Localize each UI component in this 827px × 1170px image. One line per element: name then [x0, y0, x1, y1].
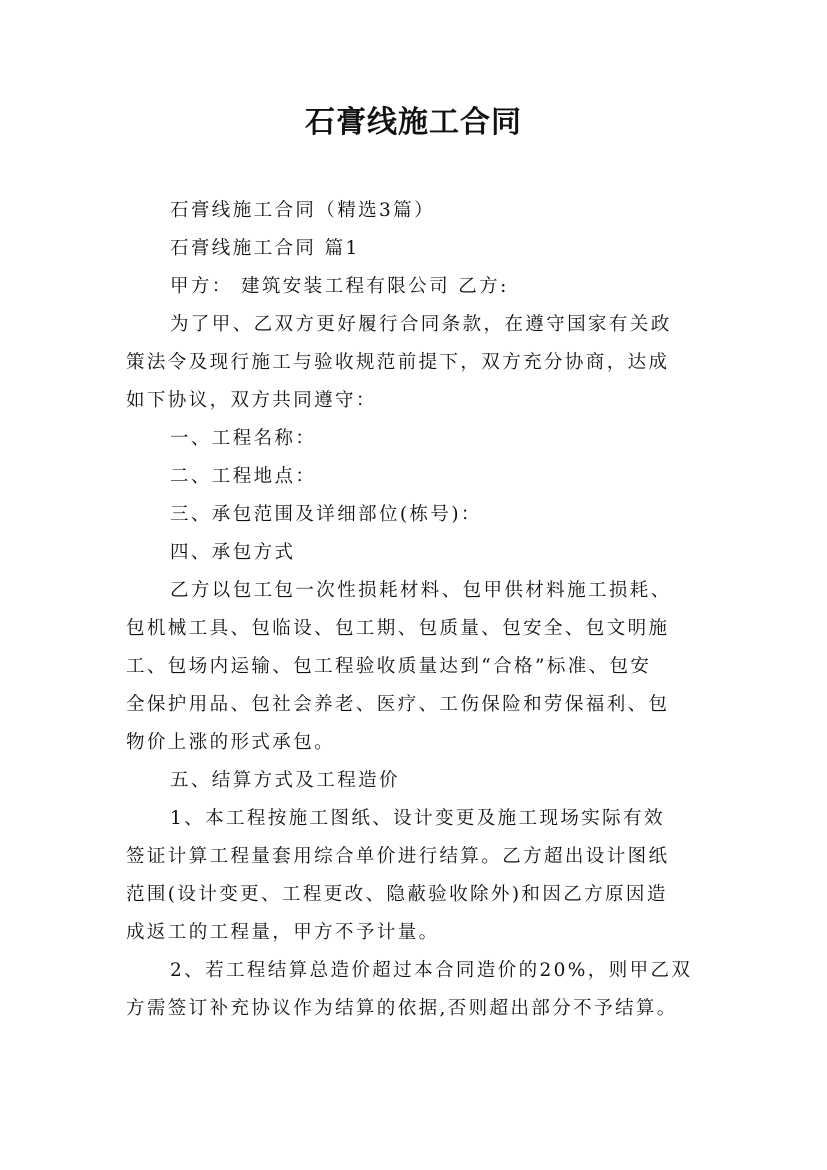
- clause-heading: 五、结算方式及工程造价: [170, 770, 400, 791]
- paragraph-line: 策法令及现行施工与验收规范前提下，双方充分协商，达成: [126, 352, 670, 373]
- paragraph-line: 方需签订补充协议作为结算的依据,否则超出部分不予结算。: [126, 998, 678, 1019]
- section-heading: 石膏线施工合同 篇1: [170, 238, 360, 259]
- clause-heading: 二、工程地点：: [170, 466, 317, 487]
- clause-heading: 三、承包范围及详细部位(栋号)：: [170, 504, 482, 525]
- paragraph-line: 乙方以包工包一次性损耗材料、包甲供材料施工损耗、: [170, 580, 672, 601]
- paragraph-line: 全保护用品、包社会养老、医疗、工伤保险和劳保福利、包: [126, 694, 670, 715]
- paragraph-line: 签证计算工程量套用综合单价进行结算。乙方超出设计图纸: [126, 846, 670, 867]
- paragraph-line: 如下协议，双方共同遵守：: [126, 390, 377, 411]
- paragraph-line: 成返工的工程量，甲方不予计量。: [126, 922, 440, 943]
- subtitle-line: 石膏线施工合同（精选3篇）: [170, 200, 435, 221]
- paragraph-line: 2、若工程结算总造价超过本合同造价的20%，则甲乙双: [170, 960, 693, 981]
- paragraph-line: 工、包场内运输、包工程验收质量达到“合格”标准、包安: [126, 656, 652, 677]
- parties-line: 甲方： 建筑安装工程有限公司 乙方:: [170, 276, 509, 297]
- clause-heading: 四、承包方式: [170, 542, 296, 563]
- document-title: 石膏线施工合同: [305, 105, 522, 140]
- paragraph-line: 包机械工具、包临设、包工期、包质量、包安全、包文明施: [126, 618, 670, 639]
- paragraph-line: 物价上涨的形式承包。: [126, 732, 336, 753]
- paragraph-line: 为了甲、乙双方更好履行合同条款，在遵守国家有关政: [170, 314, 672, 335]
- clause-heading: 一、工程名称：: [170, 428, 317, 449]
- paragraph-line: 范围(设计变更、工程更改、隐蔽验收除外)和因乙方原因造: [126, 884, 668, 905]
- paragraph-line: 1、本工程按施工图纸、设计变更及施工现场实际有效: [170, 808, 665, 829]
